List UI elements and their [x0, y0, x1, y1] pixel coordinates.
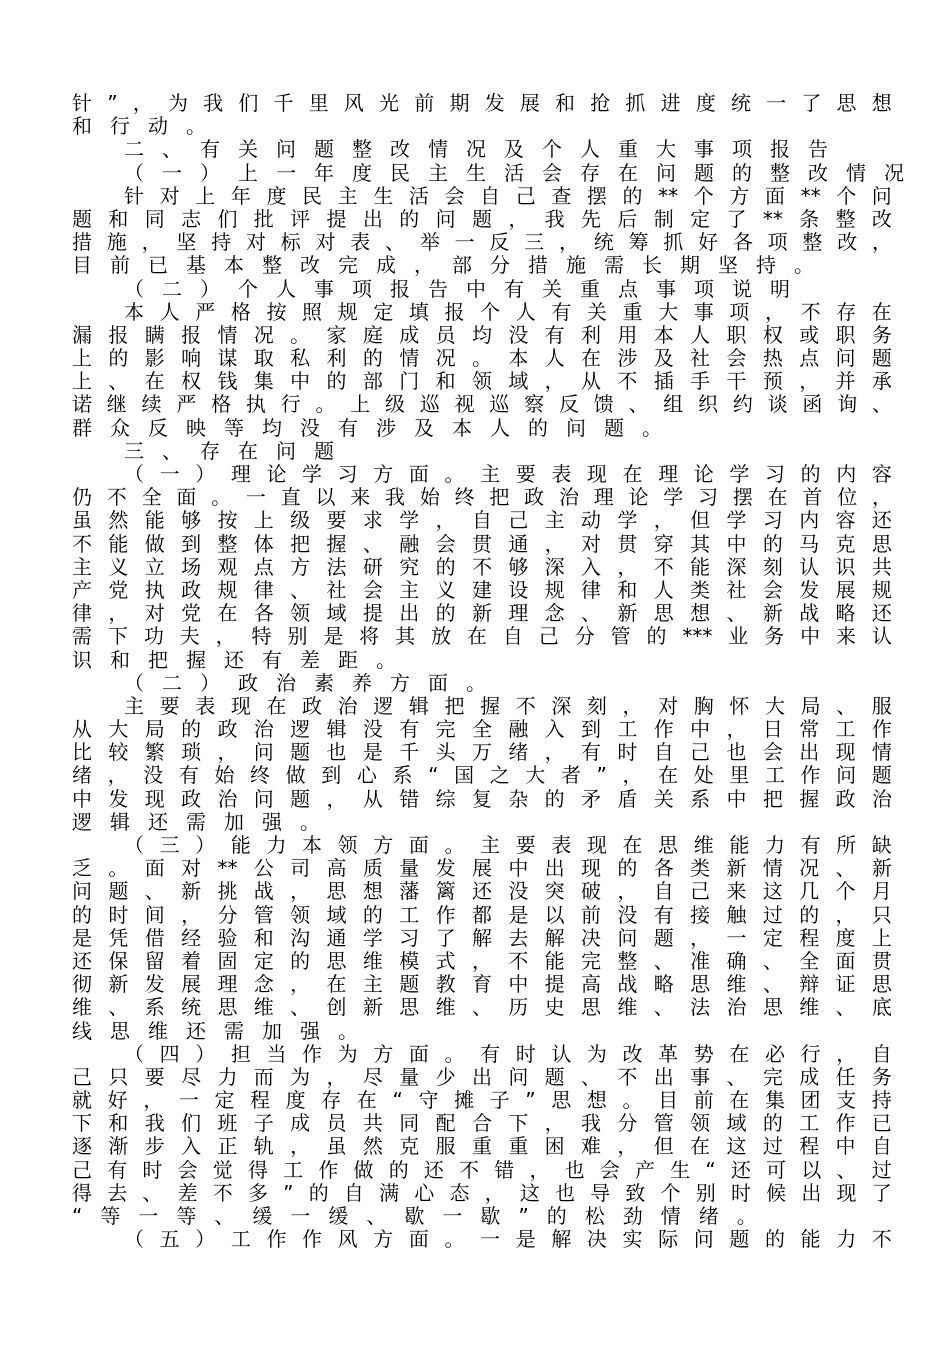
- document-body: [72, 91, 904, 1252]
- text-line: 线 思 维 还 需 加 强 。: [72, 1018, 358, 1043]
- text-line: 针 ” ， 为 我 们 千 里 风 光 前 期 发 展 和 抢 抓 进 度 统 一 了 思 想: [72, 91, 892, 115]
- text-line: 乏 。 面 对 ** 公 司 高 质 量 发 展 中 出 现 的 各 类 新 情 况 、 新: [72, 856, 892, 881]
- text-line: 己 有 时 会 觉 得 工 作 做 的 还 不 错 ， 也 会 产 生 “ 还 可 以 、 过: [72, 1157, 892, 1182]
- text-line: （ 一 ） 上 一 年 度 民 主 生 活 会 存 在 问 题 的 整 改 情 况: [124, 160, 904, 185]
- text-line: 律 ， 对 党 在 各 领 域 提 出 的 新 理 念 、 新 思 想 、 新 战 略 还: [72, 601, 892, 626]
- text-line: 就 好 ， 一 定 程 度 存 在 “ 守 摊 子 ” 思 想 。 目 前 在 集 团 支 持: [72, 1088, 892, 1113]
- text-line: 针 对 上 年 度 民 主 生 活 会 自 己 查 摆 的 ** 个 方 面 ** 个 问: [124, 183, 892, 208]
- text-line: 逻 辑 还 需 加 强 。: [72, 809, 320, 834]
- text-line: 识 和 把 握 还 有 差 距 。: [72, 647, 396, 672]
- text-line: 二 、 有 关 问 题 整 改 情 况 及 个 人 重 大 事 项 报 告: [124, 137, 828, 162]
- text-line: 的 时 间 ， 分 管 领 域 的 工 作 都 是 以 前 没 有 接 触 过 的 ， 只: [72, 902, 892, 927]
- text-line: 目 前 已 基 本 整 改 完 成 ， 部 分 措 施 需 长 期 坚 持 。: [72, 253, 814, 278]
- text-line: 己 只 要 尽 力 而 为 ， 尽 量 少 出 问 题 、 不 出 事 、 完 成 任 务: [72, 1064, 892, 1089]
- text-line: 群 众 反 映 等 均 没 有 涉 及 本 人 的 问 题 。: [72, 415, 662, 440]
- text-line: 诺 继 续 严 格 执 行 。 上 级 巡 视 巡 察 反 馈 、 组 织 约 谈 函 询 、: [72, 392, 892, 417]
- text-line: 主 要 表 现 在 政 治 逻 辑 把 握 不 深 刻 ， 对 胸 怀 大 局 、 服: [124, 693, 892, 718]
- text-line: 从 大 局 的 政 治 逻 辑 没 有 完 全 融 入 到 工 作 中 ， 日 常 工 作: [72, 717, 892, 742]
- text-line: 题 和 同 志 们 批 评 提 出 的 问 题 ， 我 先 后 制 定 了 ** 条 整 改: [72, 206, 892, 231]
- text-line: 虽 然 能 够 按 上 级 要 求 学 ， 自 己 主 动 学 ， 但 学 习 内 容 还: [72, 508, 892, 533]
- text-line: 彻 新 发 展 理 念 ， 在 主 题 教 育 中 提 高 战 略 思 维 、 辩 证 思: [72, 972, 892, 997]
- text-line: 不 能 做 到 整 体 把 握 、 融 会 贯 通 ， 对 贯 穿 其 中 的 马 克 思: [72, 531, 892, 556]
- text-line: 本 人 严 格 按 照 规 定 填 报 个 人 有 关 重 大 事 项 ， 不 存 在: [124, 299, 892, 324]
- text-line: 下 和 我 们 班 子 成 员 共 同 配 合 下 ， 我 分 管 领 域 的 工 作 已: [72, 1111, 892, 1136]
- text-line: （ 二 ） 政 治 素 养 方 面 。: [124, 670, 486, 695]
- text-line: 绪 ， 没 有 始 终 做 到 心 系 “ 国 之 大 者 ” ， 在 处 里 工 作 问 题: [72, 763, 892, 788]
- text-line: 和 行 动 。: [72, 114, 206, 139]
- text-line: （ 四 ） 担 当 作 为 方 面 。 有 时 认 为 改 革 势 在 必 行 ， 自: [124, 1041, 892, 1066]
- text-line: 仍 不 全 面 。 一 直 以 来 我 始 终 把 政 治 理 论 学 习 摆 在 首 位 ，: [72, 485, 892, 510]
- text-line: 漏 报 瞒 报 情 况 。 家 庭 成 员 均 没 有 利 用 本 人 职 权 或 职 务: [72, 322, 892, 347]
- text-line: 维 、 系 统 思 维 、 创 新 思 维 、 历 史 思 维 、 法 治 思 维 、 底: [72, 995, 892, 1020]
- text-line: 上 的 影 响 谋 取 私 利 的 情 况 。 本 人 在 涉 及 社 会 热 点 问 题: [72, 346, 892, 371]
- text-line: （ 三 ） 能 力 本 领 方 面 。 主 要 表 现 在 思 维 能 力 有 所 缺: [124, 833, 892, 857]
- text-line: 三 、 存 在 问 题: [124, 438, 334, 463]
- text-line: 上 、 在 权 钱 集 中 的 部 门 和 领 域 ， 从 不 插 手 干 预 ， 并 承: [72, 369, 892, 394]
- text-line: （ 二 ） 个 人 事 项 报 告 中 有 关 重 点 事 项 说 明: [124, 276, 790, 301]
- text-line: “ 等 一 等 、 缓 一 缓 、 歇 一 歇 ” 的 松 劲 情 绪 。: [72, 1204, 757, 1228]
- text-line: （ 五 ） 工 作 作 风 方 面 。 一 是 解 决 实 际 问 题 的 能 力 不: [124, 1227, 892, 1252]
- text-line: 逐 渐 步 入 正 轨 ， 虽 然 克 服 重 重 困 难 ， 但 在 这 过 程 中 自: [72, 1134, 892, 1159]
- text-line: 需 下 功 夫 ， 特 别 是 将 其 放 在 自 己 分 管 的 *** 业 务 中 来 认: [72, 624, 892, 649]
- text-line: 还 保 留 着 固 定 的 思 维 模 式 ， 不 能 完 整 、 准 确 、 全 面 贯: [72, 948, 892, 973]
- text-line: 比 较 繁 琐 ， 问 题 也 是 千 头 万 绪 ， 有 时 自 己 也 会 出 现 情: [72, 740, 892, 765]
- text-line: 主 义 立 场 观 点 方 法 研 究 的 不 够 深 入 ， 不 能 深 刻 认 识 共: [72, 554, 892, 579]
- text-line: 问 题 、 新 挑 战 ， 思 想 藩 篱 还 没 突 破 ， 自 己 来 这 几 个 月: [72, 879, 892, 904]
- text-line: 中 发 现 政 治 问 题 ， 从 错 综 复 杂 的 矛 盾 关 系 中 把 握 政 治: [72, 786, 892, 811]
- text-line: 产 党 执 政 规 律 、 社 会 主 义 建 设 规 律 和 人 类 社 会 发 展 规: [72, 577, 892, 602]
- text-line: 措 施 ， 坚 持 对 标 对 表 、 举 一 反 三 ， 统 筹 抓 好 各 项 整 改 ，: [72, 230, 892, 255]
- text-line: 是 凭 借 经 验 和 沟 通 学 习 了 解 去 解 决 问 题 ， 一 定 程 度 上: [72, 925, 892, 950]
- text-line: 得 去 、 差 不 多 ” 的 自 满 心 态 ， 这 也 导 致 个 别 时 候 出 现 了: [72, 1180, 892, 1205]
- text-line: （ 一 ） 理 论 学 习 方 面 。 主 要 表 现 在 理 论 学 习 的 内 容: [124, 462, 892, 486]
